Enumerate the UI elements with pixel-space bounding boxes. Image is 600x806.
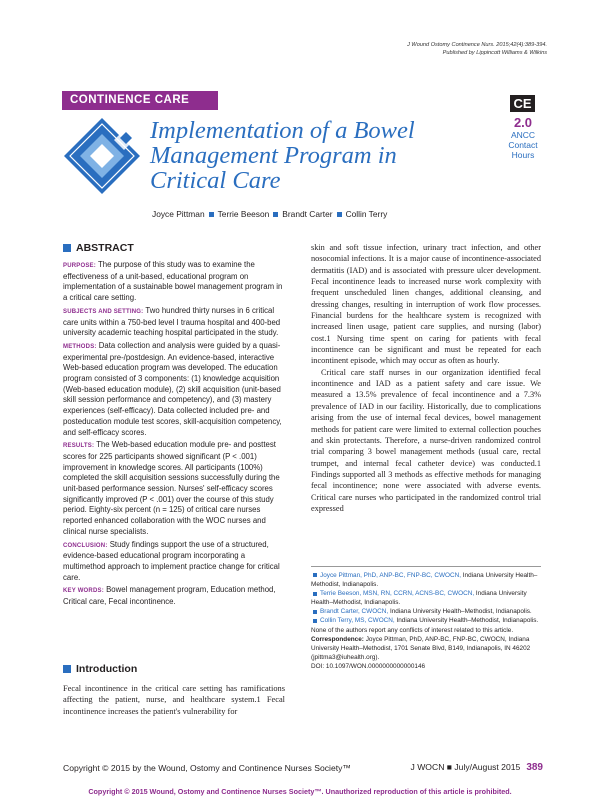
abstract-keywords: KEY WORDS: Bowel management program, Education method, Critical care, Fecal incontinence. <box>63 585 276 607</box>
author-name: Joyce Pittman <box>152 209 205 219</box>
abstract-methods: METHODS: Data collection and analysis were guided by a quasi-experimental pre-/postdesign. An evidence-based, interactive Web-based education program was developed. The education program consisted of 3 components: (1) knowledge acquisition (Web-based education module), (2) skill acquisition (unit-based skill session performance and competency), and (3) mastery experiences (self-efficacy). Data collected included pre- and posteducation module test scores, skill-acquisition competency, and self-efficacy scores. <box>63 340 282 437</box>
page-number: 389 <box>526 762 543 773</box>
separator-square-icon <box>337 212 342 217</box>
author-name: Collin Terry <box>345 209 388 219</box>
affiliation-item: Collin Terry, MS, CWOCN, Indiana University Health–Methodist, Indianapolis. <box>311 616 541 625</box>
abstract-section <box>63 242 285 610</box>
affiliation-divider <box>311 566 541 567</box>
author-name: Terrie Beeson <box>217 209 270 219</box>
abstract-purpose: PURPOSE: The purpose of this study was to examine the effectiveness of a unit-based, educational program on implementation of a sustainable bowel management program in a critical care setting. <box>63 260 283 303</box>
body-paragraph: Critical care staff nurses in our organization identified fecal incontinence and IAD as a patient safety and care issue. We measured a 13.5% prevalence of fecal incontinence and a 7.3% prevalence of IAD in our facility. Historically, due to complications arising from the use of internal fecal devices, bowel management methods for patient care were limited to external collection pouches and skin protectants. Therefore, a nurse-driven randomized control trial comparing 3 bowel management methods (usual care, rectal trumpet, and internal fecal catheter device) was conducted.1 Findings supported all 3 methods as effective methods for managing fecal incontinence; none were associated with adverse events. Critical care nurses who participated in the randomized control trial expressed <box>311 367 541 513</box>
heading-square-icon <box>63 244 71 252</box>
ce-label-ancc: ANCC <box>510 130 536 140</box>
abstract-conclusion: CONCLUSION: Study findings support the use of a structured, evidence-based educational program incorporating a multimethod approach to implement practice change for critical care. <box>63 539 280 582</box>
footer-issue: J WOCN ■ July/August 2015 389 <box>410 762 543 773</box>
abstract-results: RESULTS: The Web-based education module pre- and posttest scores for 225 participants showed significant (P < .001) improvement in knowledge scores. All participants (100%) completed the skill acquisition sessions successfully during the unit-based performance session. Nurses' self-efficacy scores significantly improved (P < .001) over the course of this study period. Eighty-six percent (n = 125) of critical care nurses reported enhanced collaboration with the WOC nurses and clinical nurse specialists. <box>63 440 280 536</box>
footer-copyright: Copyright © 2015 by the Wound, Ostomy and Continence Nurses Society™ <box>63 763 352 773</box>
affiliation-item: Terrie Beeson, MSN, RN, CCRN, ACNS-BC, CWOCN, Indiana University Health–Methodist, Indianapolis. <box>311 590 527 607</box>
introduction-section <box>63 663 285 717</box>
journal-publisher: Published by Lippincott Williams & Wilkins <box>442 50 547 56</box>
author-list <box>152 209 387 219</box>
ce-hours-value: 2.0 <box>513 115 533 130</box>
affiliation-item: Brandt Carter, CWOCN, Indiana University Health–Methodist, Indianapolis. <box>311 607 541 616</box>
body-column-right <box>311 242 541 514</box>
heading-square-icon <box>63 665 71 673</box>
ce-hours-label <box>500 130 546 160</box>
journal-reference <box>407 41 547 57</box>
abstract-subjects: SUBJECTS AND SETTING: Two hundred thirty nurses in 6 critical care units within a 750-bed level I trauma hospital and 400-bed university academic teaching hospital participated in the study. <box>63 305 281 338</box>
diamond-logo-icon <box>62 116 142 196</box>
copyright-notice: Copyright © 2015 Wound, Ostomy and Continence Nurses Society™. Unauthorized reproduction of this article is prohibited. <box>88 787 512 796</box>
separator-square-icon <box>209 212 214 217</box>
ce-label-hours: Hours <box>511 150 535 160</box>
abstract-heading: ABSTRACT <box>63 242 285 254</box>
ce-label-contact: Contact <box>508 140 538 150</box>
section-tag: CONTINENCE CARE <box>62 91 218 110</box>
conflict-statement: None of the authors report any conflicts of interest related to this article. <box>311 626 514 634</box>
introduction-text: Fecal incontinence in the critical care setting has ramifications affecting the patient, nurse, and healthcare system.1 Fecal incontinence increases the patient's vulnerability for <box>63 684 285 716</box>
introduction-heading: Introduction <box>63 663 285 675</box>
journal-citation: J Wound Ostomy Continence Nurs. 2015;42(4):389-394. <box>407 42 547 48</box>
affiliation-item: Joyce Pittman, PhD, ANP-BC, FNP-BC, CWOCN, Indiana University Health–Methodist, Indianapolis. <box>311 572 538 589</box>
article-title: Implementation of a Bowel Management Program in Critical Care <box>150 117 415 194</box>
ce-badge: CE <box>510 95 535 112</box>
bullet-square-icon <box>313 619 317 623</box>
bullet-square-icon <box>313 610 317 614</box>
doi: DOI: 10.1097/WON.0000000000000146 <box>311 662 426 670</box>
correspondence: Correspondence: Joyce Pittman, PhD, ANP-BC, FNP-BC, CWOCN, Indiana University Health–Methodist, 1701 Senate Blvd, B149, Indianapolis, IN 46202 (jpittma3@iuhealth.org). <box>311 635 531 661</box>
author-name: Brandt Carter <box>282 209 333 219</box>
abstract-body <box>63 260 285 608</box>
bullet-square-icon <box>313 592 317 596</box>
author-affiliations <box>311 571 541 671</box>
body-paragraph: skin and soft tissue infection, urinary tract infection, and other nosocomial infections. It is a major cause of incontinence-associated dermatitis (IAD) and is associated with pressure ulcer development. Fecal incontinence leads to increased nurse work complexity with frequent unscheduled linen changes, additional cleansing, and dressing changes, resulting in interruption of work flow processes. Financial burdens for the healthcare system is recognized with increased linen usage, patient care supplies, and nursing (labor) cost.1 Nursing time spent on caring for patients with fecal incontinence can be significant and must be repeated for each incontinent episode, which may occur as often as hourly. <box>311 243 541 366</box>
bullet-square-icon <box>313 573 317 577</box>
separator-square-icon <box>273 212 278 217</box>
